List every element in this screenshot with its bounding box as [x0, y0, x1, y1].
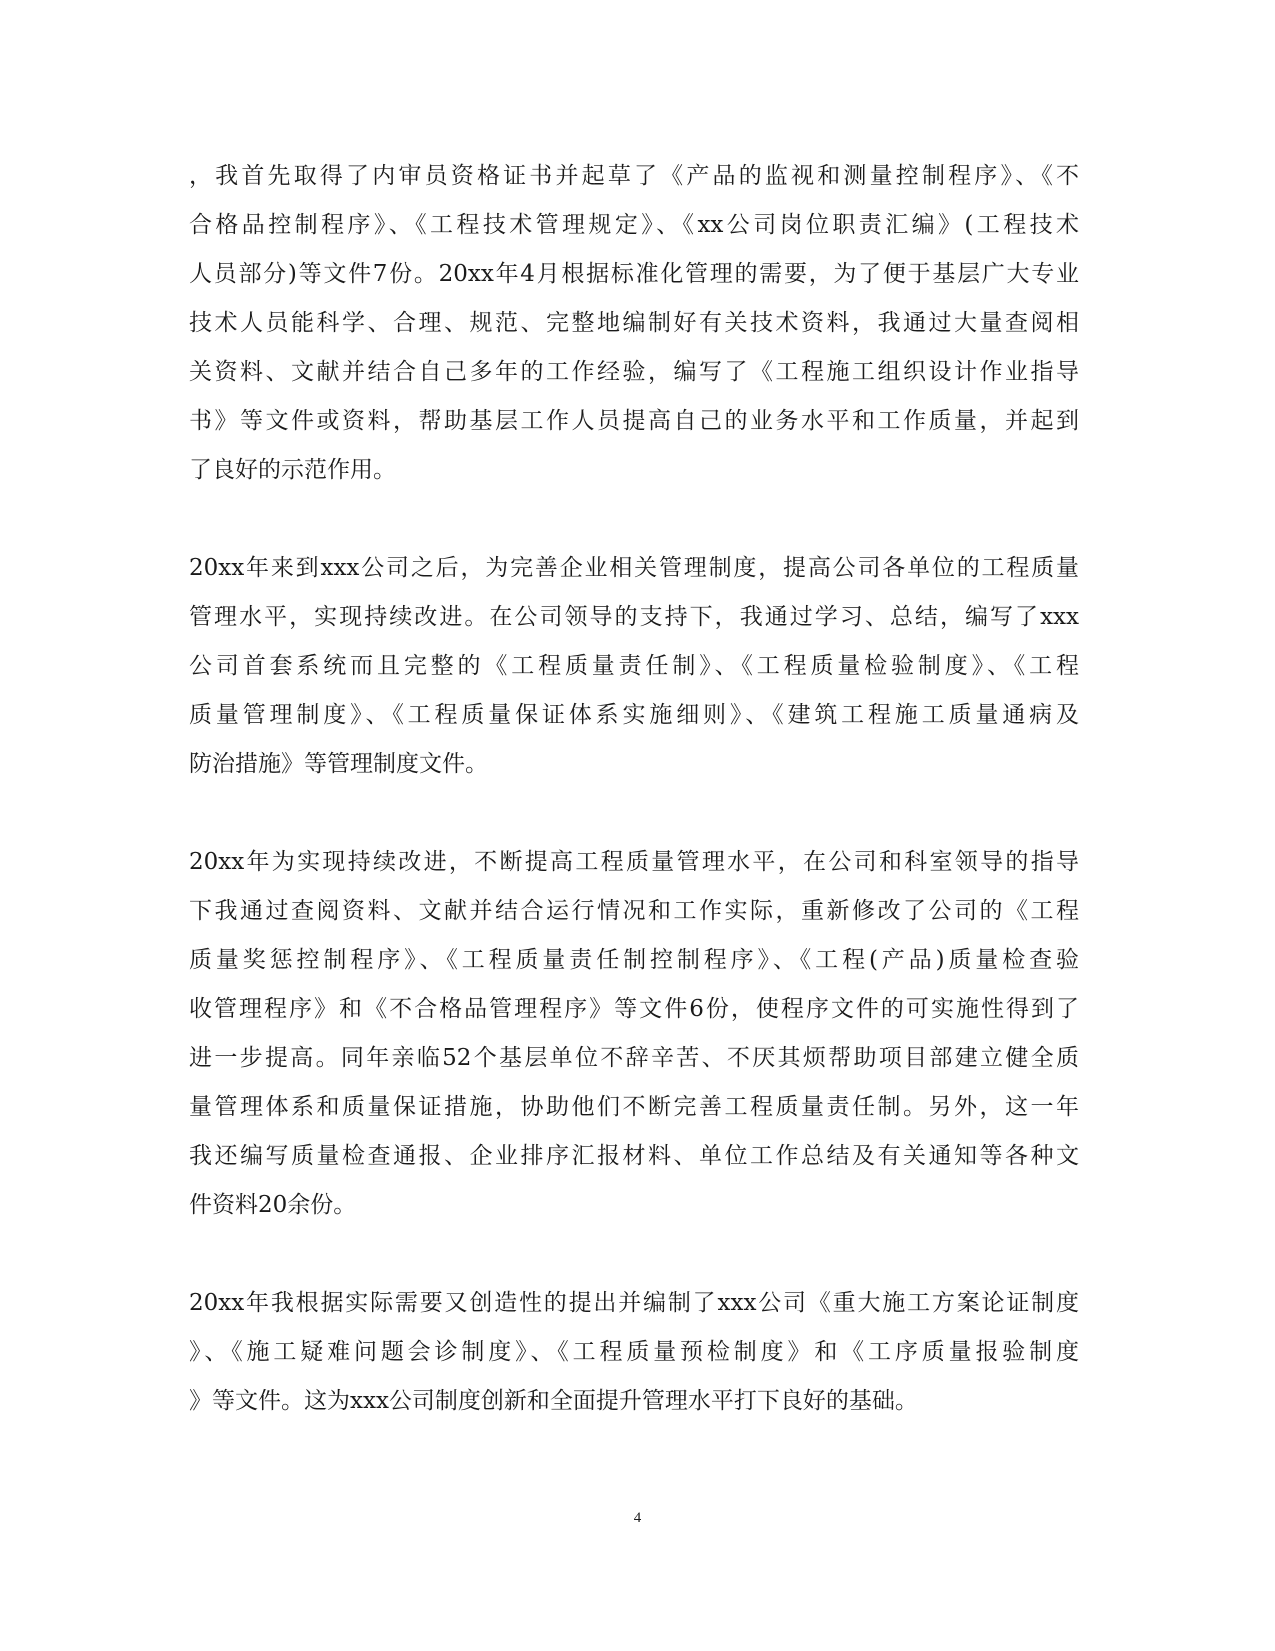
- body-text: [189, 152, 1079, 1475]
- text-line: 书》等文件或资料，帮助基层工作人员提高自己的业务水平和工作质量，并起到: [189, 408, 1079, 434]
- paragraph: [189, 838, 1079, 1230]
- text-line: 了良好的示范作用。: [189, 457, 396, 483]
- text-line: 质量管理制度》、《工程质量保证体系实施细则》、《建筑工程施工质量通病及: [189, 702, 1079, 728]
- text-line: 下我通过查阅资料、文献并结合运行情况和工作实际，重新修改了公司的《工程: [189, 898, 1079, 924]
- paragraph: [189, 152, 1079, 495]
- text-line: 20xx年我根据实际需要又创造性的提出并编制了xxx公司《重大施工方案论证制度: [189, 1290, 1079, 1316]
- text-line: 技术人员能科学、合理、规范、完整地编制好有关技术资料，我通过大量查阅相: [189, 310, 1079, 336]
- text-line: 人员部分)等文件7份。20xx年4月根据标准化管理的需要，为了便于基层广大专业: [189, 261, 1079, 287]
- paragraph: [189, 1279, 1079, 1426]
- text-line: 》等文件。这为xxx公司制度创新和全面提升管理水平打下良好的基础。: [189, 1388, 918, 1414]
- text-line: 合格品控制程序》、《工程技术管理规定》、《xx公司岗位职责汇编》(工程技术: [189, 212, 1079, 238]
- text-line: 进一步提高。同年亲临52个基层单位不辞辛苦、不厌其烦帮助项目部建立健全质: [189, 1045, 1079, 1071]
- text-line: 收管理程序》和《不合格品管理程序》等文件6份，使程序文件的可实施性得到了: [189, 996, 1079, 1022]
- text-line: 20xx年为实现持续改进，不断提高工程质量管理水平，在公司和科室领导的指导: [189, 849, 1079, 875]
- text-line: 20xx年来到xxx公司之后，为完善企业相关管理制度，提高公司各单位的工程质量: [189, 555, 1079, 581]
- text-line: 质量奖惩控制程序》、《工程质量责任制控制程序》、《工程(产品)质量检查验: [189, 947, 1079, 973]
- text-line: 件资料20余份。: [189, 1192, 357, 1218]
- text-line: 公司首套系统而且完整的《工程质量责任制》、《工程质量检验制度》、《工程: [189, 653, 1079, 679]
- text-line: 》、《施工疑难问题会诊制度》、《工程质量预检制度》和《工序质量报验制度: [189, 1339, 1079, 1365]
- text-line: 防治措施》等管理制度文件。: [189, 751, 488, 777]
- text-line: 管理水平，实现持续改进。在公司领导的支持下，我通过学习、总结，编写了xxx: [189, 604, 1079, 630]
- text-line: 我还编写质量检查通报、企业排序汇报材料、单位工作总结及有关通知等各种文: [189, 1143, 1079, 1169]
- text-line: 关资料、文献并结合自己多年的工作经验，编写了《工程施工组织设计作业指导: [189, 359, 1079, 385]
- text-line: 量管理体系和质量保证措施，协助他们不断完善工程质量责任制。另外，这一年: [189, 1094, 1079, 1120]
- paragraph: [189, 544, 1079, 789]
- page-number: 4: [633, 1510, 642, 1526]
- text-line: ，我首先取得了内审员资格证书并起草了《产品的监视和测量控制程序》、《不: [189, 163, 1079, 189]
